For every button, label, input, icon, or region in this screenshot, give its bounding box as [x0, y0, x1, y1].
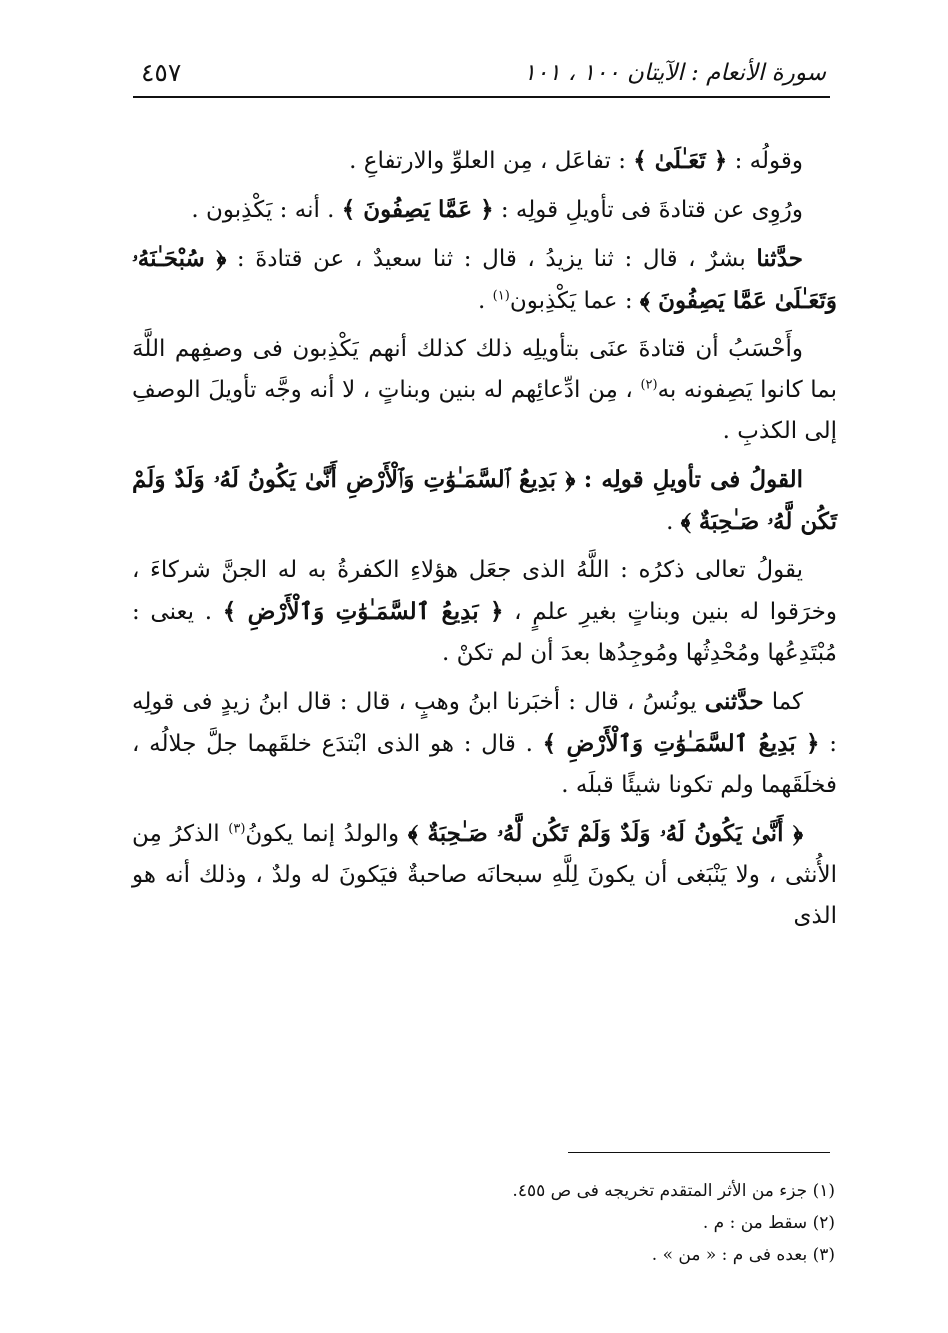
running-title: سورة الأنعام : الآيتان ١٠٠ ، ١٠١: [523, 60, 826, 86]
quran-quote: ﴿ تَعَـٰلَىٰ ﴾: [633, 147, 728, 174]
isnad-keyword: حدَّثنا: [756, 245, 803, 272]
paragraph: وقولُه : ﴿ تَعَـٰلَىٰ ﴾ : تفاعَل ، مِن العلوِّ والارتفاعِ .: [349, 147, 803, 174]
footnote: (٢) سقط من : م .: [702, 1213, 835, 1233]
paragraph: وأَحْسَبُ أن قتادةَ عنَى بتأويلِه ذلك كذلك أنهم يَكْذِبون فى وصفِهم اللَّهَ بما كانوا يَصِفونه به$^{(٢)}$ ، مِن ادِّعائِهم له بنين وبناتٍ ، لا أنه وجَّه تأويلَ الوصفِ إلى الكذبِ .: [132, 336, 837, 444]
footnote-rule: [568, 1152, 830, 1153]
paragraph: يقولُ تعالى ذكرُه : اللَّهُ الذى جعَل هؤلاءِ الكفرةُ به له الجنَّ شركاءَ ، وخرَقوا له بنين وبناتٍ بغيرِ علمٍ ، ﴿ بَدِيعُ ٱلسَّمَـٰوَٰتِ وَٱلْأَرْضِ ﴾ . يعنى : مُبْتَدِعُها ومُحْدِثُها ومُوجِدُها بعدَ أن لم تكنْ .: [132, 557, 837, 666]
page-header: [135, 56, 830, 94]
isnad-keyword: حدَّثنى: [704, 688, 764, 715]
footnote-ref: (١): [492, 288, 510, 304]
quran-quote: ﴿ سُبْحَـٰنَهُۥ وَتَعَـٰلَىٰ عَمَّا يَصِفُونَ ﴾: [132, 245, 837, 314]
quran-quote: ﴿ بَدِيعُ ٱلسَّمَـٰوَٰتِ وَٱلْأَرْضِ أَنَّىٰ يَكُونُ لَهُۥ وَلَدٌ وَلَمْ تَكُن لَّهُۥ صَـٰحِبَةٌ ﴾: [132, 466, 837, 535]
paragraph: ﴿ أَنَّىٰ يَكُونُ لَهُۥ وَلَدٌ وَلَمْ تَكُن لَّهُۥ صَـٰحِبَةٌ ﴾ والولدُ إنما يكونُ$^{(٣)}$ الذكرُ مِن الأُنثى ، ولا يَنْبَغى أن يكونَ لِلَّهِ سبحانَه صاحبةٌ فيَكونَ له ولدٌ ، وذلك أنه هو الذى: [132, 820, 837, 929]
footnote: (١) جزء من الأثر المتقدم تخريجه فى ص ٤٥٥.: [512, 1181, 835, 1201]
paragraph: كما حدَّثنى يونُسُ ، قال : أخبَرنا ابنُ وهبٍ ، قال : قال ابنُ زيدٍ فى قولِه : ﴿ بَدِيعُ ٱلسَّمَـٰوَٰتِ وَٱلْأَرْضِ ﴾ . قال : هو الذى ابْتدَع خلقَهما جلَّ جلالُه ، فخلَقَهما ولم تكونا شيئًا قبلَه .: [132, 688, 838, 798]
quran-quote: ﴿ عَمَّا يَصِفُونَ ﴾: [341, 196, 494, 223]
page-number: ٤٥٧: [141, 58, 182, 87]
quran-quote: ﴿ بَدِيعُ ٱلسَّمَـٰوَٰتِ وَٱلْأَرْضِ ﴾: [222, 598, 504, 625]
quran-quote: ﴿ بَدِيعُ ٱلسَّمَـٰوَٰتِ وَٱلْأَرْضِ ﴾: [542, 730, 820, 757]
main-text: [132, 140, 837, 944]
footnote-ref: (٢): [640, 377, 658, 393]
paragraph: حدَّثنا بشرٌ ، قال : ثنا يزيدُ ، قال : ثنا سعيدٌ ، عن قتادةَ : ﴿ سُبْحَـٰنَهُۥ وَتَعَـٰلَىٰ عَمَّا يَصِفُونَ ﴾ : عما يَكْذِبون$^{(١)}$ .: [132, 245, 837, 314]
paragraph: ورُوِى عن قتادةَ فى تأويلِ قولِه : ﴿ عَمَّا يَصِفُونَ ﴾ . أنه : يَكْذِبون .: [191, 196, 803, 223]
section-heading: القولُ فى تأويلِ قولِه :: [583, 466, 803, 493]
footnotes: [132, 1178, 835, 1274]
section-heading-paragraph: القولُ فى تأويلِ قولِه : ﴿ بَدِيعُ ٱلسَّمَـٰوَٰتِ وَٱلْأَرْضِ أَنَّىٰ يَكُونُ لَهُۥ وَلَدٌ وَلَمْ تَكُن لَّهُۥ صَـٰحِبَةٌ ﴾ .: [132, 466, 837, 535]
quran-quote: ﴿ أَنَّىٰ يَكُونُ لَهُۥ وَلَدٌ وَلَمْ تَكُن لَّهُۥ صَـٰحِبَةٌ ﴾: [407, 820, 804, 847]
footnote-ref: (٣): [228, 821, 246, 837]
header-rule: [133, 96, 830, 98]
footnote: (٣) بعده فى م : « من » .: [651, 1245, 835, 1265]
